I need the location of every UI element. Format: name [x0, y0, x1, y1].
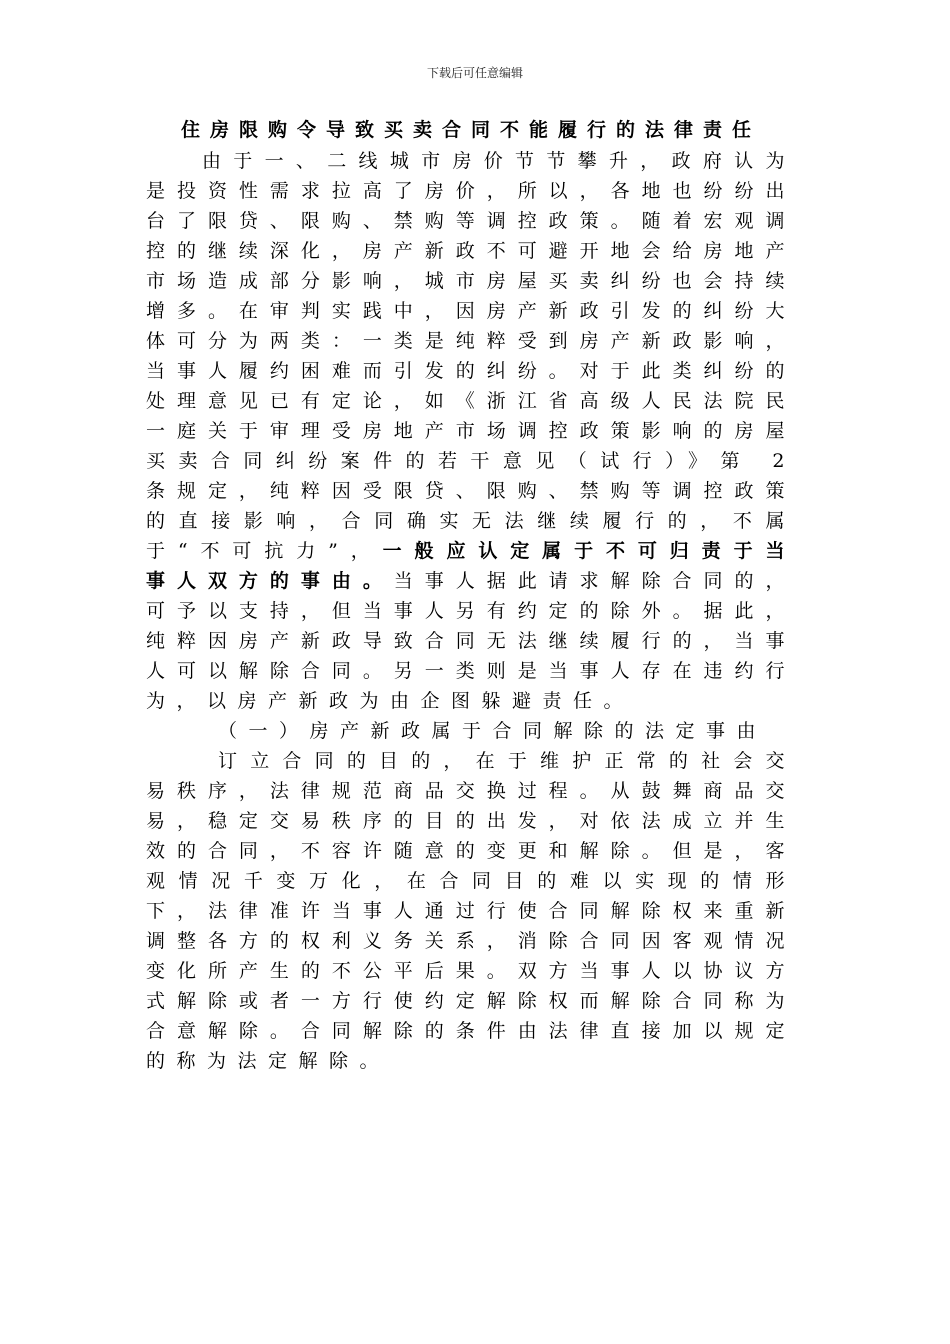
paragraph-contract-purpose: 订立合同的目的，在于维护正常的社会交易秩序，法律规范商品交换过程。从鼓舞商品交易，稳定交易秩序的目的出发，对依法成立并生效的合同，不容许随意的变更和解除。但是，客观情况千变万化，在合同目的难以实现的情形下，法律准许当事人通过行使合同解除权来重新调整各方的权利义务关系，消除合同因客观情况变化所产生的不公平后果。双方当事人以协议方式解除或者一方行使约定解除权而解除合同称为合意解除。合同解除的条件由法律直接加以规定的称为法定解除。	[146, 750, 796, 1072]
page-header: 下载后可任意编辑	[426, 66, 523, 80]
section-heading: （一）房产新政属于合同解除的法定事由	[218, 720, 768, 742]
paragraph-intro-text-b: 当事人据此请求解除合同的，可予以支持，但当事人另有约定的除外。据此，纯粹因房产新政导致合同无法继续履行的，当事人可以解除合同。另一类则是当事人存在违约行为，以房产新政为由企图躲避责任。	[146, 570, 796, 712]
paragraph-intro-bold: 一般应认定属于不可归责于当事人双方的事由。	[146, 540, 796, 592]
paragraph-intro	[146, 146, 796, 716]
document-title: 住房限购令导致买卖合同不能履行的法律责任	[180, 119, 761, 141]
document-body	[146, 116, 796, 1076]
paragraph-intro-text-a: 由于一、二线城市房价节节攀升，政府认为是投资性需求拉高了房价，所以，各地也纷纷出台了限贷、限购、禁购等调控政策。随着宏观调控的继续深化，房产新政不可避开地会给房地产市场造成部分影响，城市房屋买卖纠纷也会持续增多。在审判实践中，因房产新政引发的纠纷大体可分为两类：一类是纯粹受到房产新政影响，当事人履约困难而引发的纠纷。对于此类纠纷的处理意见已有定论，如《浙江省高级人民法院民一庭关于审理受房地产市场调控政策影响的房屋买卖合同纠纷案件的若干意见（试行）》第 2 条规定，纯粹因受限贷、限购、禁购等调控政策的直接影响，合同确实无法继续履行的，不属于“不可抗力”，	[146, 150, 796, 562]
